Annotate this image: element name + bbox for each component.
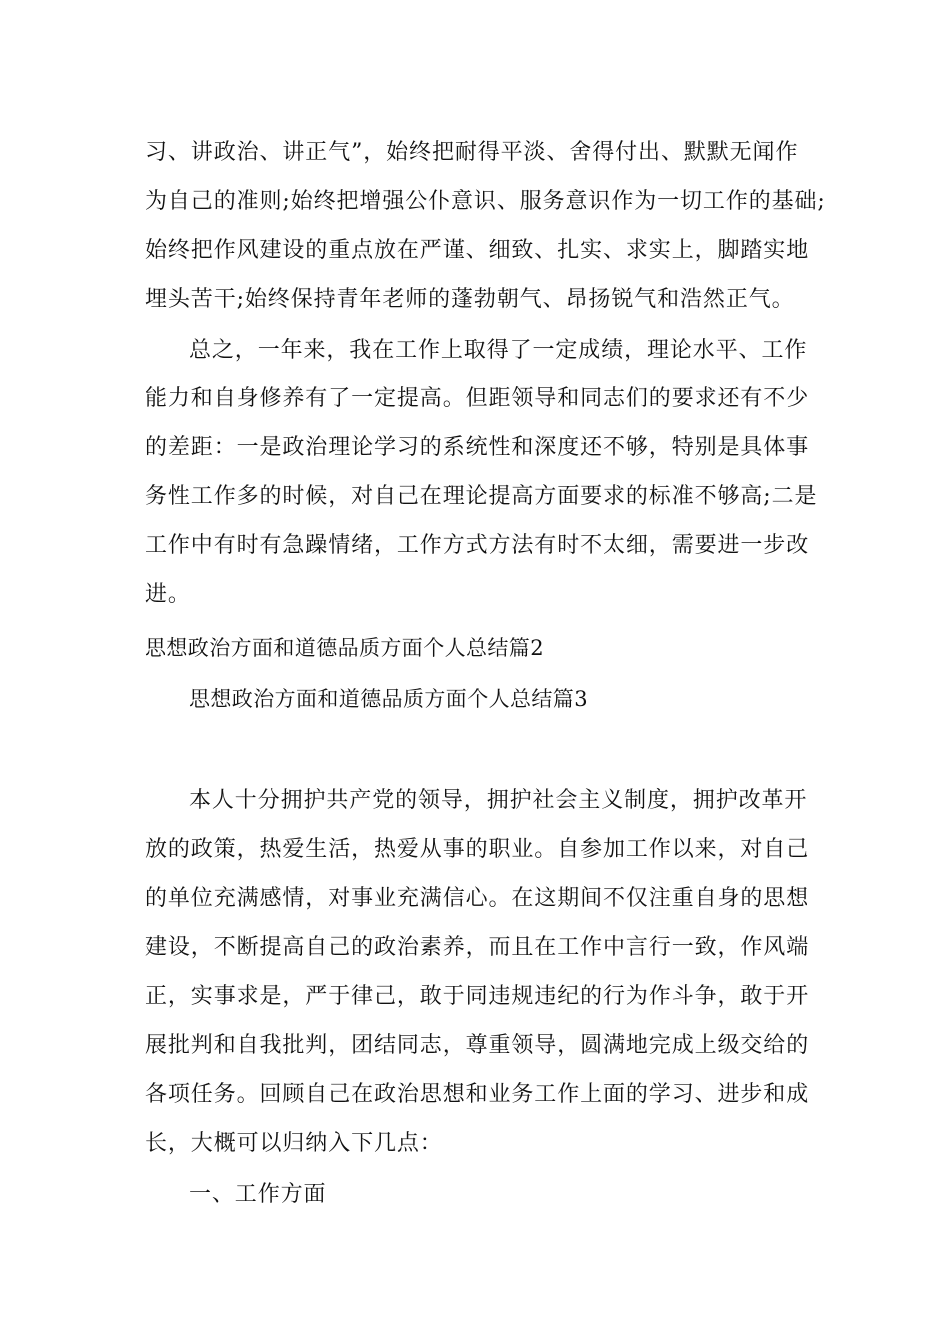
paragraph-line: 为自己的准则;始终把增强公仆意识、服务意识作为一切工作的基础; <box>145 189 826 214</box>
section-heading-3: 思想政治方面和道德品质方面个人总结篇3 <box>189 687 588 711</box>
paragraph-line: 进。 <box>145 582 191 607</box>
paragraph-line: 工作中有时有急躁情绪，工作方式方法有时不太细，需要进一步改 <box>145 533 810 558</box>
paragraph-line: 各项任务。回顾自己在政治思想和业务工作上面的学习、进步和成 <box>145 1082 810 1107</box>
paragraph-line: 能力和自身修养有了一定提高。但距领导和同志们的要求还有不少 <box>145 386 810 411</box>
paragraph-line: 的单位充满感情，对事业充满信心。在这期间不仅注重自身的思想 <box>145 886 810 911</box>
paragraph-line: 习、讲政治、讲正气”，始终把耐得平淡、舍得付出、默默无闻作 <box>145 140 799 165</box>
paragraph-line: 的差距：一是政治理论学习的系统性和深度还不够，特别是具体事 <box>145 435 810 460</box>
paragraph-line: 埋头苦干;始终保持青年老师的蓬勃朝气、昂扬锐气和浩然正气。 <box>145 287 795 312</box>
section-heading-2: 思想政治方面和道德品质方面个人总结篇2 <box>145 636 544 660</box>
paragraph-line: 展批判和自我批判，团结同志，尊重领导，圆满地完成上级交给的 <box>145 1033 810 1058</box>
paragraph-line: 正，实事求是，严于律己，敢于同违规违纪的行为作斗争，敢于开 <box>145 984 810 1009</box>
paragraph-line: 放的政策，热爱生活，热爱从事的职业。自参加工作以来，对自己 <box>145 837 810 862</box>
paragraph-line: 务性工作多的时候，对自己在理论提高方面要求的标准不够高;二是 <box>145 484 818 509</box>
paragraph-line: 始终把作风建设的重点放在严谨、细致、扎实、求实上，脚踏实地 <box>145 238 810 263</box>
subsection-heading: 一、工作方面 <box>189 1182 327 1207</box>
paragraph-line: 总之，一年来，我在工作上取得了一定成绩，理论水平、工作 <box>189 338 808 363</box>
paragraph-line: 建设，不断提高自己的政治素养，而且在工作中言行一致，作风端 <box>145 935 810 960</box>
paragraph-line: 本人十分拥护共产党的领导，拥护社会主义制度，拥护改革开 <box>189 788 808 813</box>
paragraph-line: 长，大概可以归纳入下几点： <box>145 1131 443 1156</box>
